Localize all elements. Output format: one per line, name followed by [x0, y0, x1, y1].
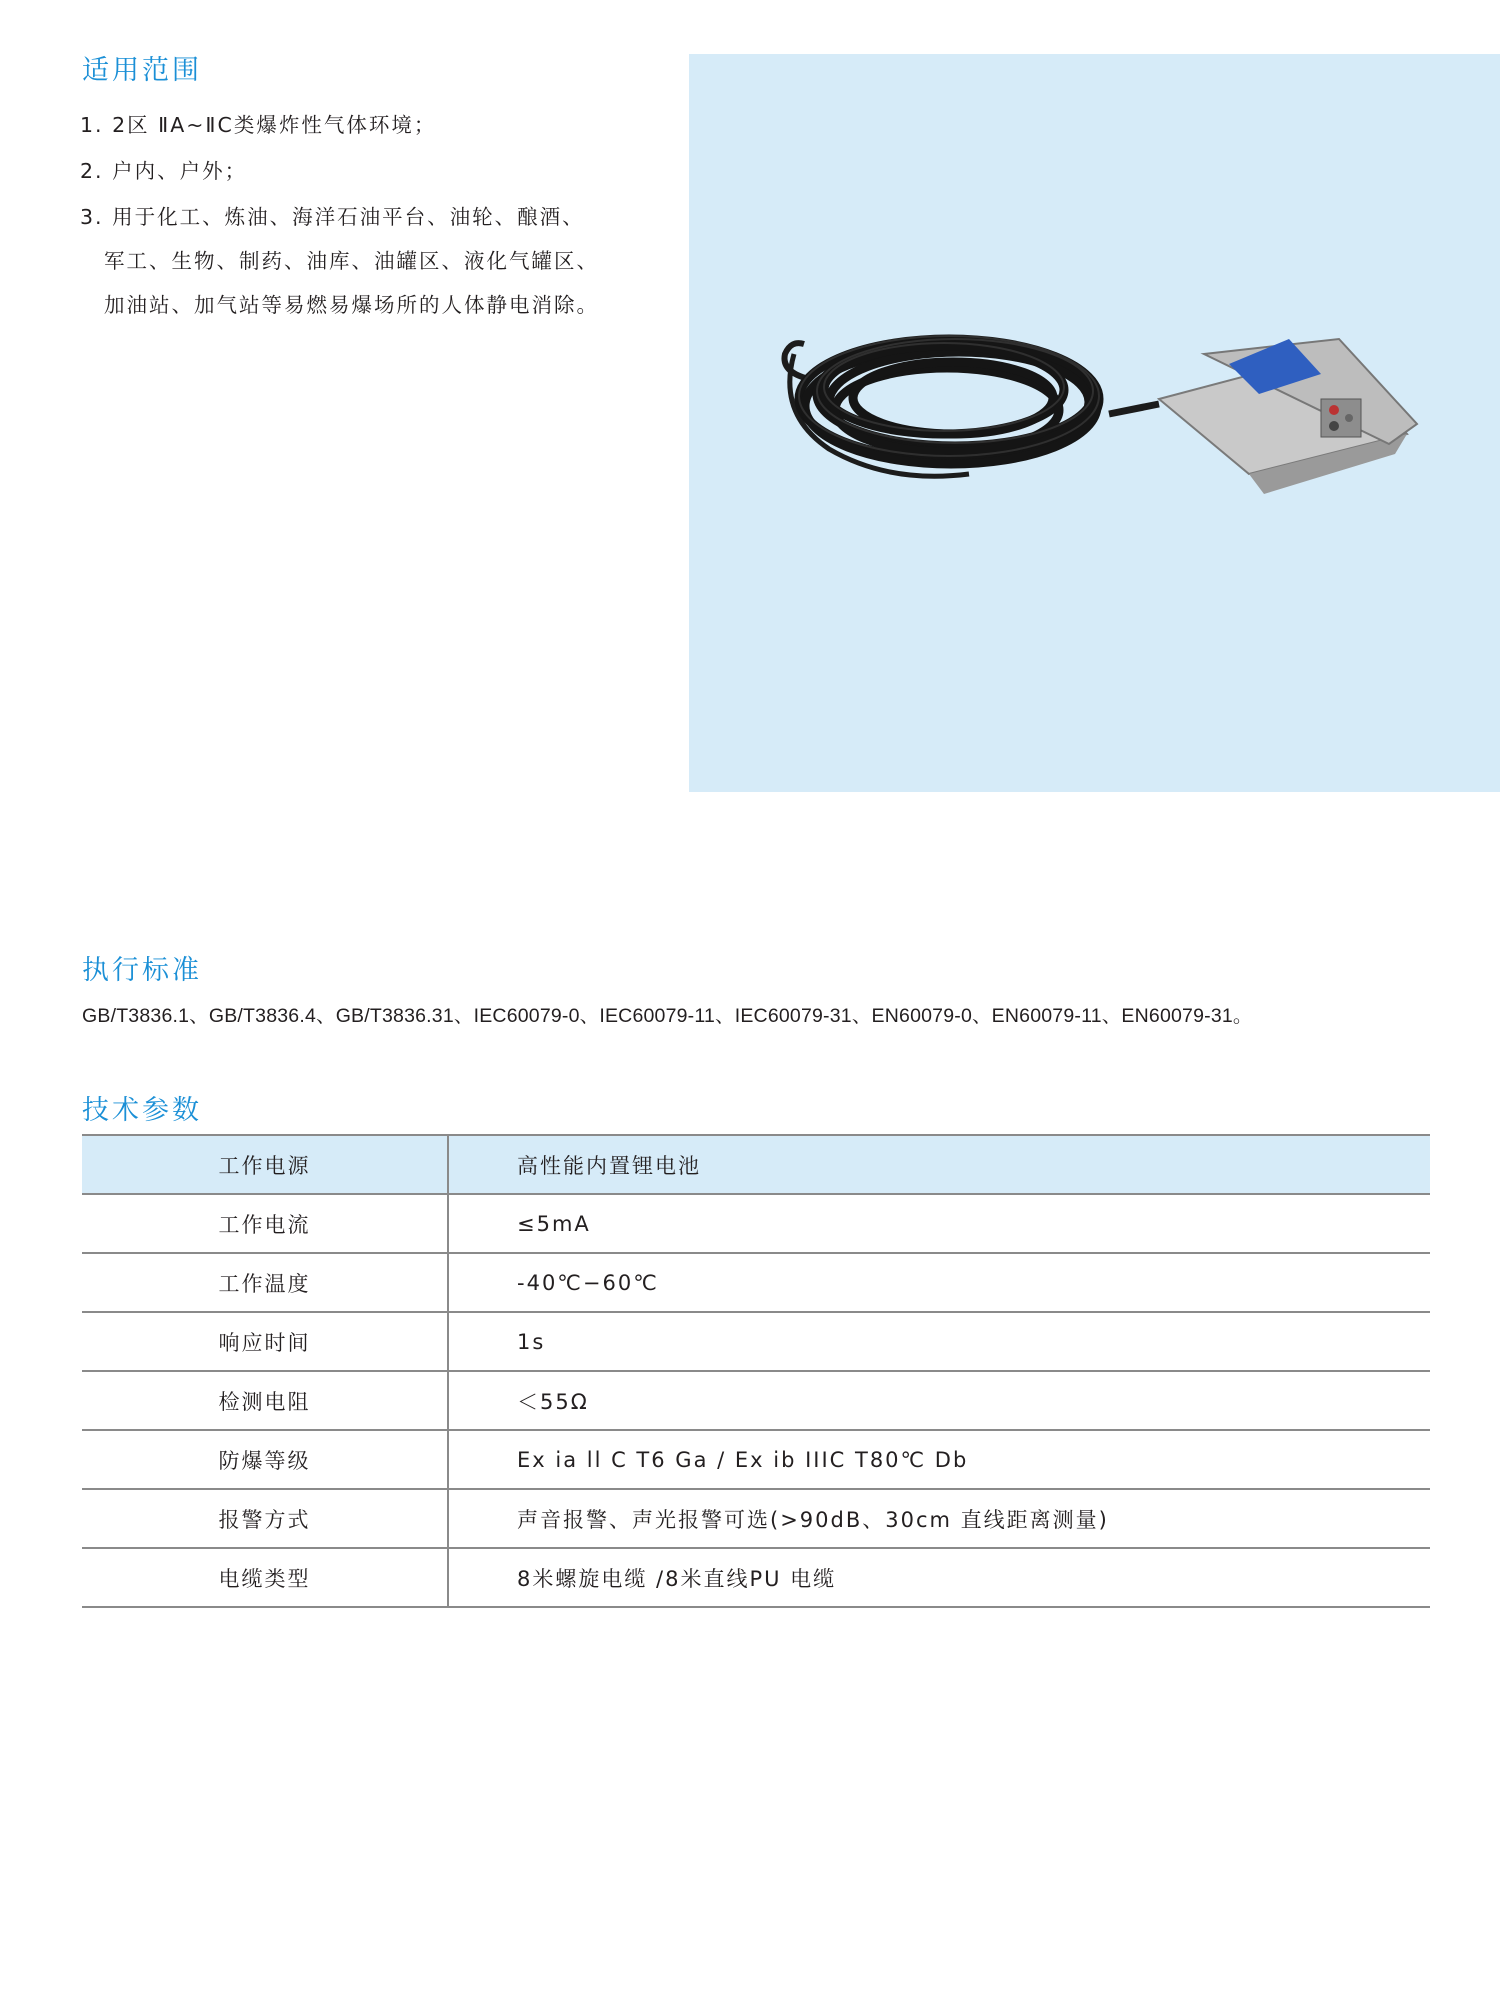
coiled-cable-grounding-clamp-icon — [689, 54, 1500, 792]
standards-title: 执行标准 — [82, 955, 202, 986]
spec-value: -40℃−60℃ — [517, 1270, 659, 1295]
spec-value: 1s — [517, 1329, 546, 1354]
spec-key: 检测电阻 — [82, 1372, 449, 1429]
scope-title: 适用范围 — [82, 55, 202, 86]
scope-item: 2. 户内、户外； — [80, 159, 248, 183]
table-row — [82, 1372, 1430, 1431]
spec-key: 响应时间 — [82, 1313, 449, 1370]
spec-key: 防爆等级 — [82, 1431, 449, 1488]
table-row — [82, 1431, 1430, 1490]
spec-value: 声音报警、声光报警可选(>90dB、30cm 直线距离测量) — [517, 1507, 1109, 1532]
table-row — [82, 1136, 1430, 1195]
spec-key: 工作电流 — [82, 1195, 449, 1252]
scope-item: 1. 2区 ⅡA~ⅡC类爆炸性气体环境； — [80, 113, 437, 137]
spec-key: 电缆类型 — [82, 1549, 449, 1606]
table-row — [82, 1254, 1430, 1313]
scope-item: 3. 用于化工、炼油、海洋石油平台、油轮、酿酒、 — [80, 205, 585, 229]
table-row — [82, 1549, 1430, 1608]
standards-text: GB/T3836.1、GB/T3836.4、GB/T3836.31、IEC60079-0、IEC60079-11、IEC60079-31、EN60079-0、EN60079-11、EN60079-31。 — [82, 1005, 1253, 1027]
spec-key: 工作电源 — [82, 1136, 449, 1193]
grounding-clamp — [1159, 339, 1417, 494]
table-row — [82, 1490, 1430, 1549]
spec-key: 工作温度 — [82, 1254, 449, 1311]
table-row — [82, 1195, 1430, 1254]
scope-item: 加油站、加气站等易燃易爆场所的人体静电消除。 — [104, 293, 599, 317]
spec-value: 高性能内置锂电池 — [517, 1153, 701, 1178]
spec-table — [82, 1134, 1430, 1608]
spec-value: ≤5mA — [517, 1211, 591, 1236]
spec-value: ＜55Ω — [517, 1389, 589, 1414]
specs-title: 技术参数 — [82, 1095, 202, 1126]
scope-item: 军工、生物、制药、油库、油罐区、液化气罐区、 — [104, 249, 599, 273]
product-photo-panel — [689, 54, 1500, 792]
spec-value: Ex ia ll C T6 Ga / Ex ib IIIC T80℃ Db — [517, 1447, 969, 1472]
spec-key: 报警方式 — [82, 1490, 449, 1547]
spec-value: 8米螺旋电缆 /8米直线PU 电缆 — [517, 1566, 837, 1591]
table-row — [82, 1313, 1430, 1372]
